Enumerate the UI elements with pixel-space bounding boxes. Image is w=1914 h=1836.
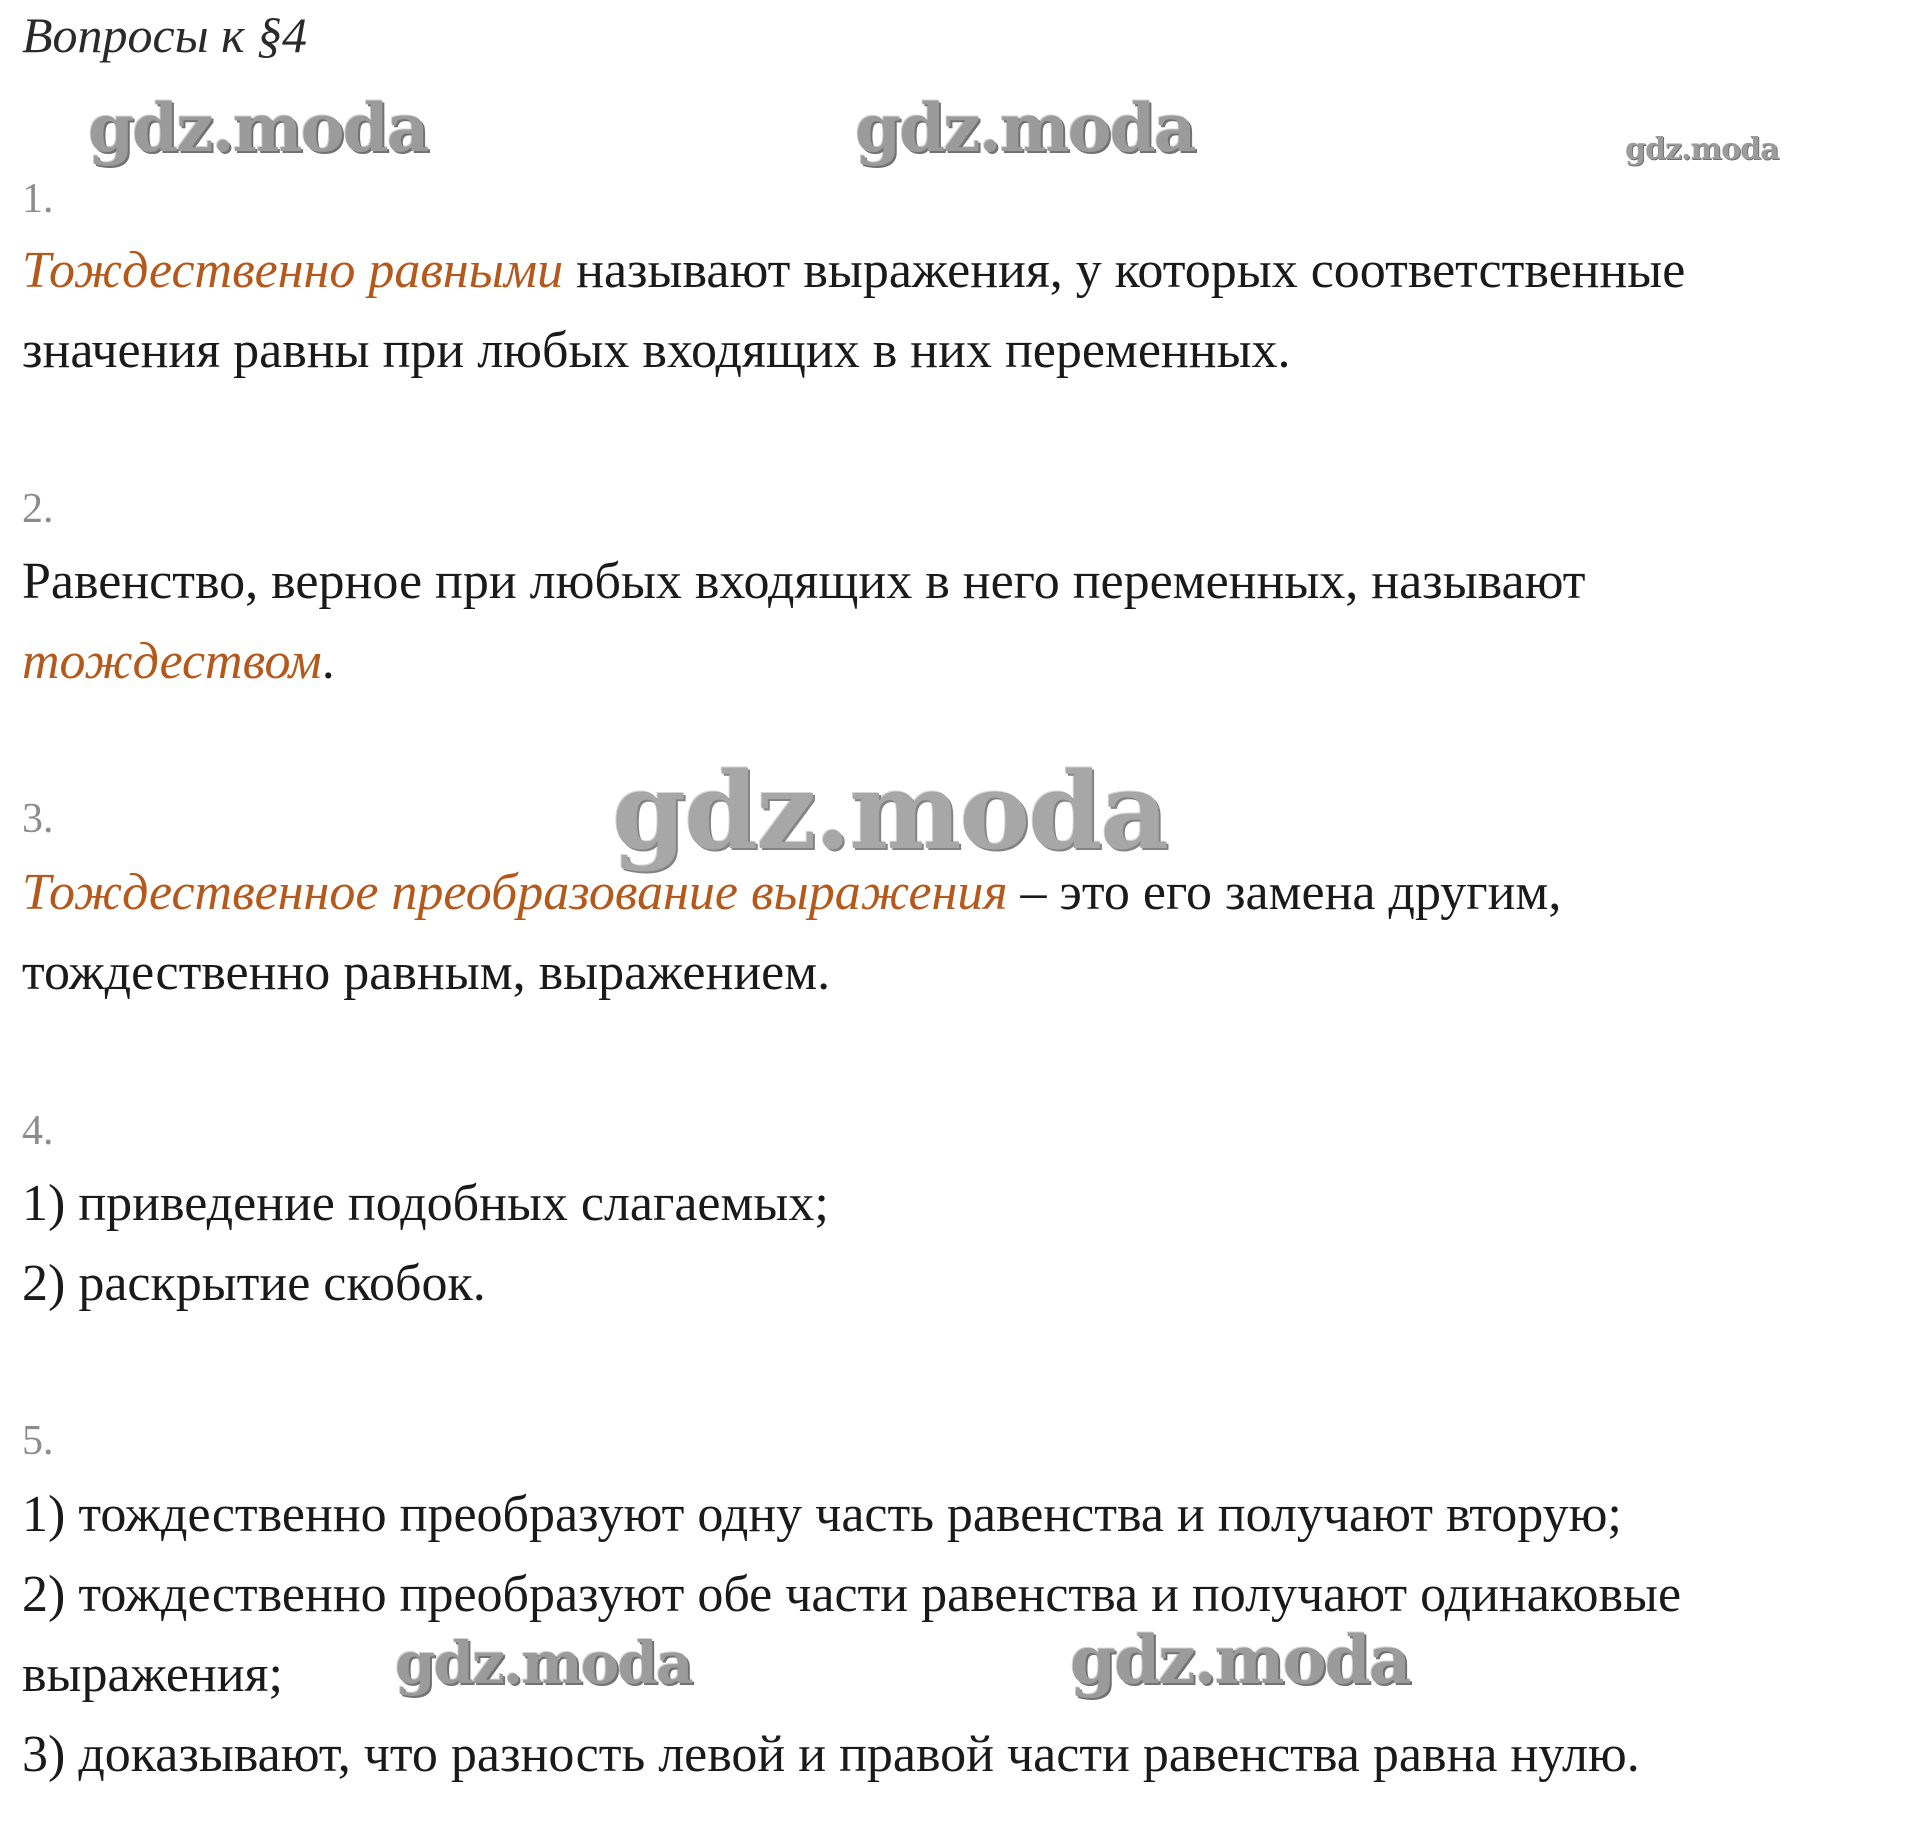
answer-1-line-1 xyxy=(22,242,1686,299)
answer-2-number: 2. xyxy=(22,486,54,532)
answer-1-number: 1. xyxy=(22,176,54,222)
answer-5-line-3: выражения; xyxy=(22,1646,283,1703)
answer-3-line-2: тождественно равным, выражением. xyxy=(22,944,831,1001)
watermark-logo: gdz.moda xyxy=(612,748,1167,873)
answer-2-line-2 xyxy=(22,633,335,690)
answer-3-line-1 xyxy=(22,864,1562,921)
watermark-logo: gdz.moda xyxy=(1070,1621,1410,1699)
watermark-logo: gdz.moda xyxy=(395,1629,692,1697)
answer-2-line-1: Равенство, верное при любых входящих в него переменных, называют xyxy=(22,553,1586,610)
watermark-logo: gdz.moda xyxy=(1625,132,1779,167)
answer-4-line-2: 2) раскрытие скобок. xyxy=(22,1255,486,1312)
term-identically-equal: Тождественно равными xyxy=(22,242,564,299)
page-heading: Вопросы к §4 xyxy=(22,7,307,63)
answer-5-line-1: 1) тождественно преобразуют одну часть равенства и получают вторую; xyxy=(22,1486,1622,1543)
watermark-logo: gdz.moda xyxy=(88,89,428,167)
answer-1-line-1-text: называют выражения, у которых соответственные xyxy=(563,242,1686,299)
answer-5-line-4: 3) доказывают, что разность левой и правой части равенства равна нулю. xyxy=(22,1726,1640,1783)
answer-4-number: 4. xyxy=(22,1108,54,1154)
answer-5-number: 5. xyxy=(22,1418,54,1464)
answer-5-line-2: 2) тождественно преобразуют обе части равенства и получают одинаковые xyxy=(22,1566,1682,1623)
answer-4-line-1: 1) приведение подобных слагаемых; xyxy=(22,1175,829,1232)
answer-2-line-2-text: . xyxy=(321,633,335,690)
term-identical-transformation: Тождественное преобразование выражения xyxy=(22,864,1008,921)
answer-3-line-1-text: – это его замена другим, xyxy=(1007,864,1562,921)
watermark-logo: gdz.moda xyxy=(855,89,1195,167)
answer-1-line-2: значения равны при любых входящих в них переменных. xyxy=(22,322,1291,379)
term-identity: тождеством xyxy=(22,633,322,690)
answer-3-number: 3. xyxy=(22,796,54,842)
